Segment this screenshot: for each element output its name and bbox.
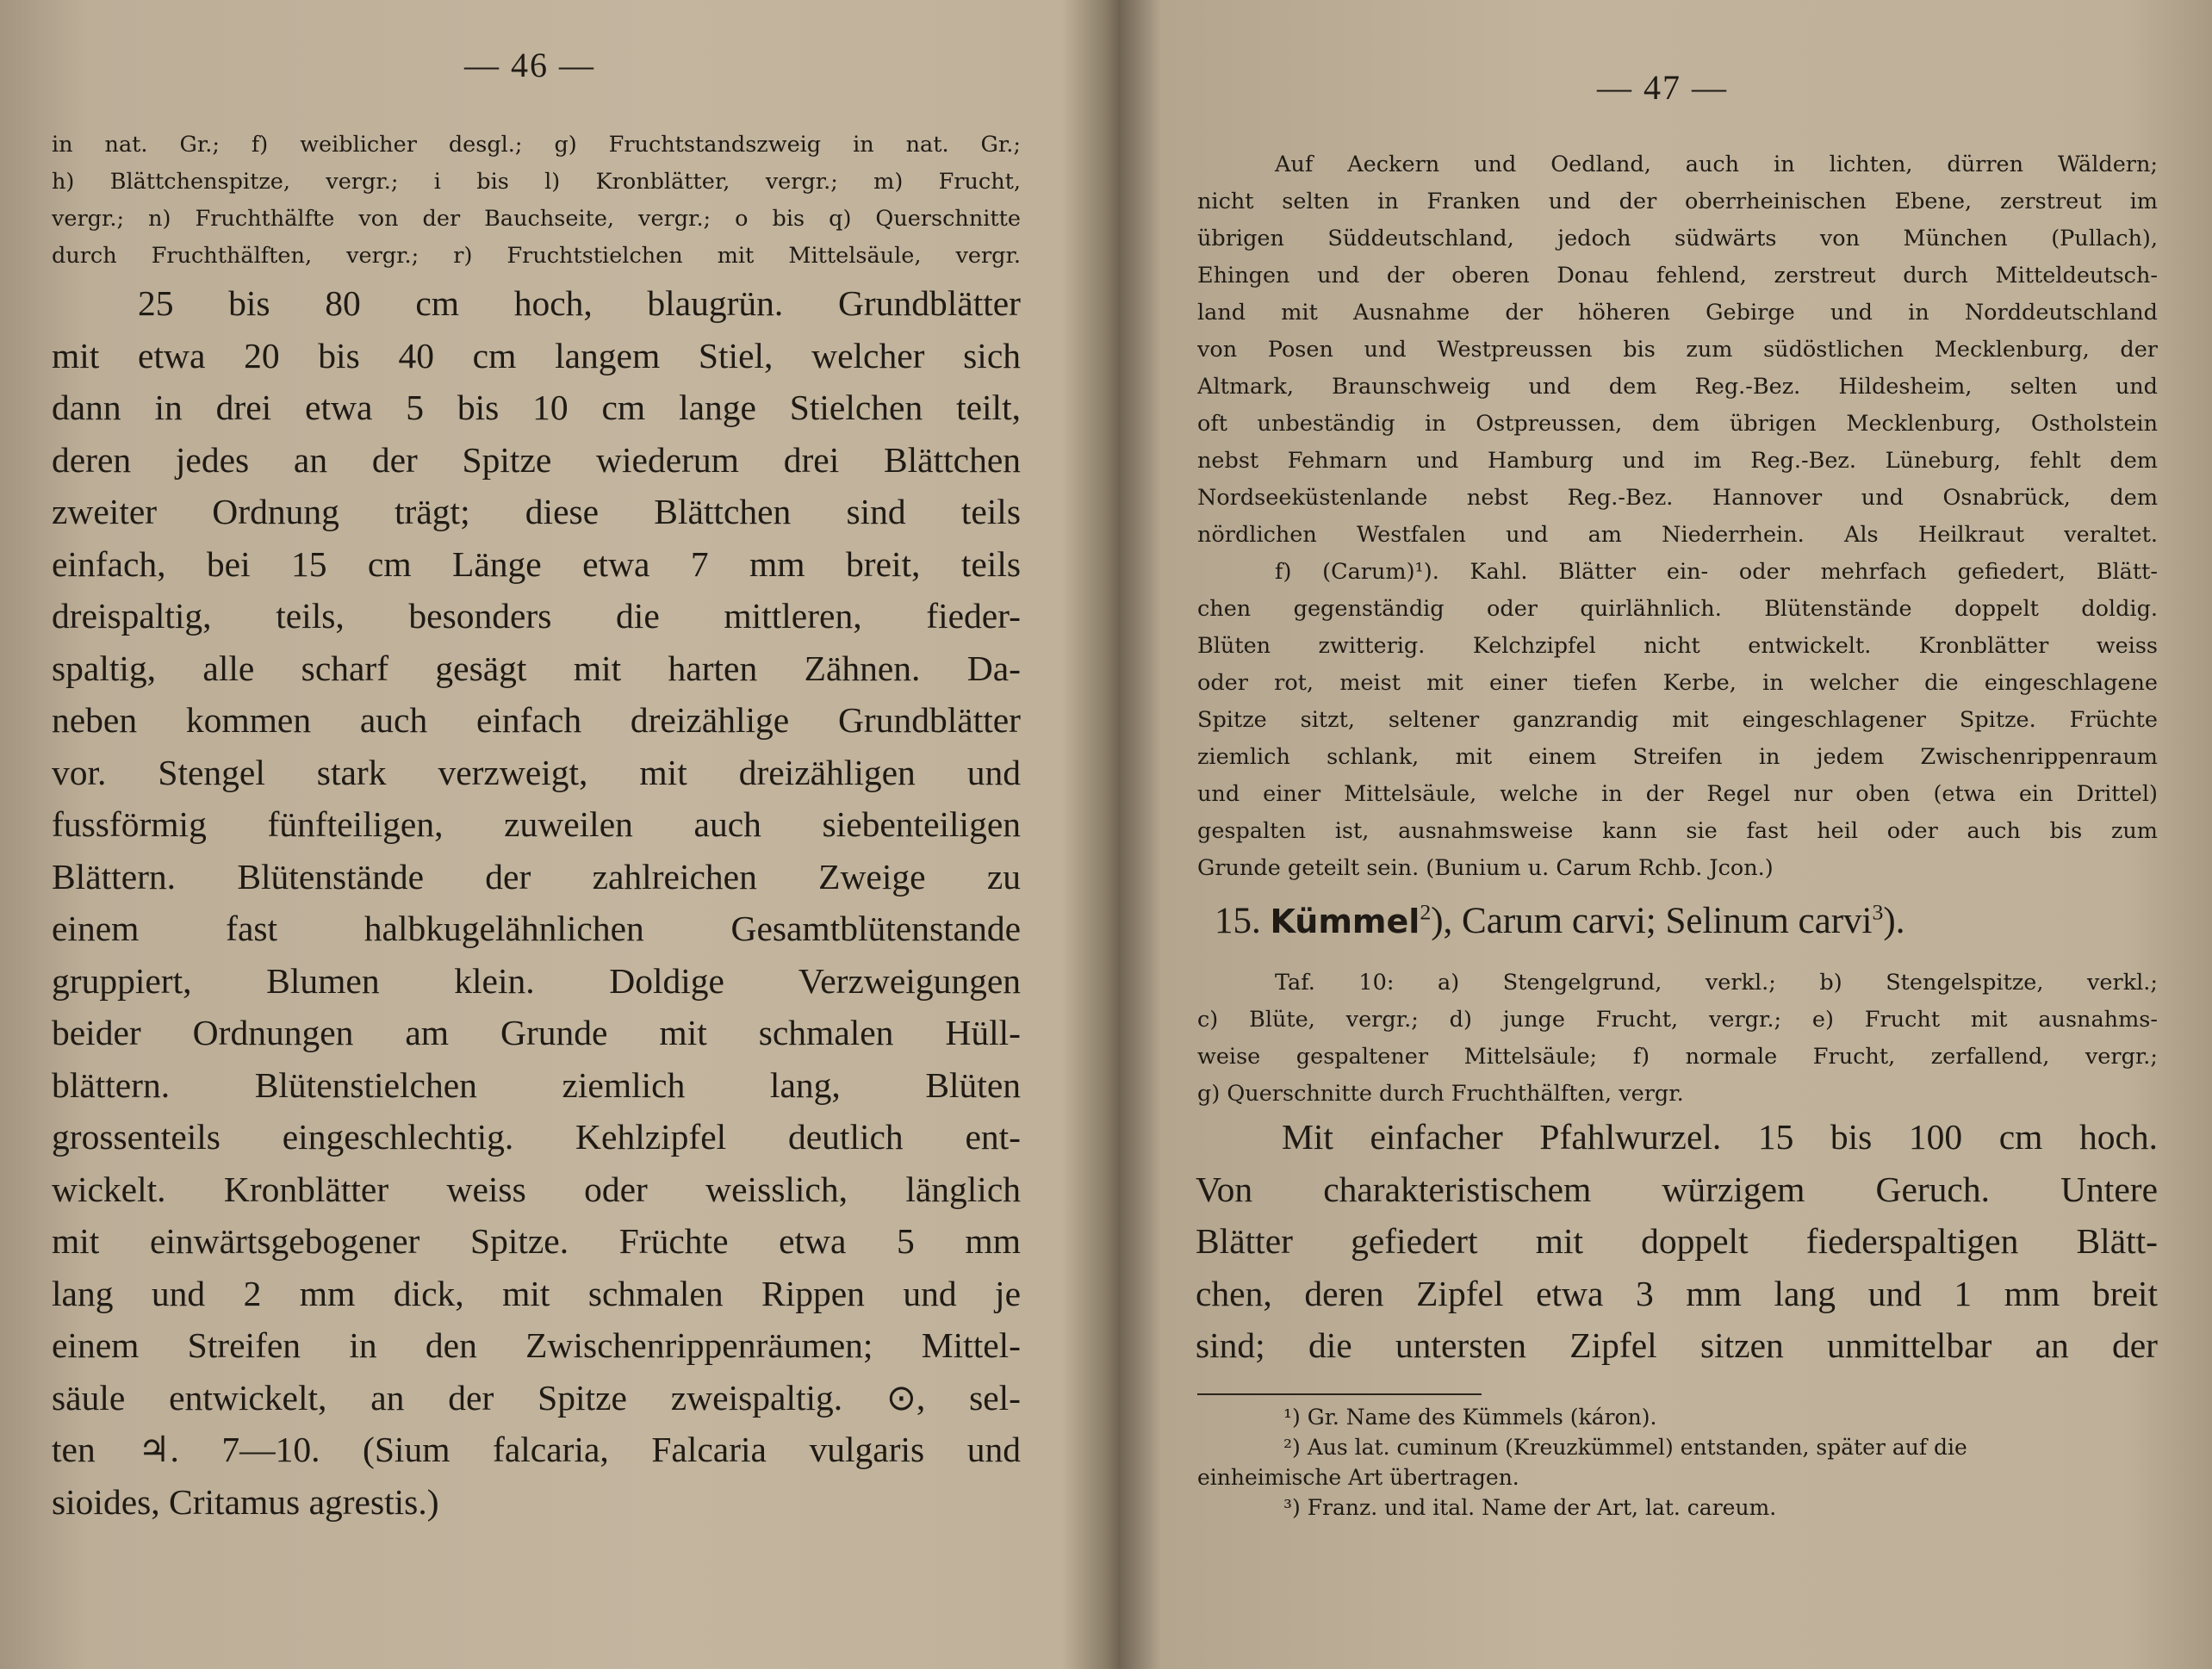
text-line: chen, deren Zipfel etwa 3 mm lang und 1 mm breit	[1196, 1273, 2158, 1313]
species-name: Kümmel	[1270, 903, 1420, 940]
figure-caption	[1197, 965, 2158, 1113]
text-line: dreispaltig, teils, besonders die mittleren, fieder-	[52, 596, 1021, 636]
text-line: land mit Ausnahme der höheren Gebirge und in Norddeutschland	[1197, 300, 2158, 326]
text-line: zweiter Ordnung trägt; diese Blättchen sind teils	[52, 492, 1021, 531]
text-line: blättern. Blütenstielchen ziemlich lang, Blüten	[52, 1064, 1021, 1105]
text-line: 25 bis 80 cm hoch, blaugrün. Grundblätter	[138, 283, 1021, 323]
text-line: neben kommen auch einfach dreizählige Grundblätter	[52, 700, 1021, 740]
left-page	[0, 0, 1094, 1669]
caption-line: in nat. Gr.; f) weiblicher desgl.; g) Fruchtstandszweig in nat. Gr.;	[52, 132, 1021, 158]
footnote: ²) Aus lat. cuminum (Kreuzkümmel) entstanden, später auf die	[1283, 1435, 1967, 1460]
text-line: sioides, Critamus agrestis.)	[52, 1481, 439, 1522]
footnotes	[1197, 1402, 2158, 1523]
caption-line: vergr.; n) Fruchthälfte von der Bauchseite, vergr.; o bis q) Querschnitte	[52, 206, 1021, 232]
text-line: wickelt. Kronblätter weiss oder weisslich, länglich	[52, 1169, 1021, 1209]
text-line: Spitze sitzt, seltener ganzrandig mit eingeschlagener Spitze. Früchte	[1197, 707, 2158, 733]
text-line: f) (Carum)¹). Kahl. Blätter ein- oder mehrfach gefiedert, Blätt-	[1275, 559, 2158, 585]
text-line: beider Ordnungen am Grunde mit schmalen Hüll-	[52, 1013, 1021, 1052]
species-heading	[1215, 900, 2162, 942]
text-line: chen gegenständig oder quirlähnlich. Blütenstände doppelt doldig.	[1197, 596, 2158, 622]
text-line: Blüten zwitterig. Kelchzipfel nicht entwickelt. Kronblätter weiss	[1197, 633, 2158, 659]
caption-line: weise gespaltener Mittelsäule; f) normale Frucht, zerfallend, vergr.;	[1197, 1044, 2158, 1070]
text-line: von Posen und Westpreussen bis zum südöstlichen Mecklenburg, der	[1197, 337, 2158, 363]
footnote-divider	[1197, 1393, 1482, 1395]
text-line: Ehingen und der oberen Donau fehlend, zerstreut durch Mitteldeutsch-	[1197, 263, 2158, 289]
text-line: Mit einfacher Pfahlwurzel. 15 bis 100 cm hoch.	[1282, 1117, 2158, 1157]
text-line: sind; die untersten Zipfel sitzen unmittelbar an der	[1196, 1325, 2158, 1365]
text-line: ten ♃. 7—10. (Sium falcaria, Falcaria vulgaris und	[52, 1430, 1021, 1469]
text-line: mit einwärtsgebogener Spitze. Früchte etwa 5 mm	[52, 1221, 1021, 1261]
footnote-ref: 3	[1872, 899, 1884, 925]
description-text	[1196, 1111, 2158, 1372]
text-line: einem Streifen in den Zwischenrippenräumen; Mittel-	[52, 1325, 1021, 1365]
text-line: gespalten ist, ausnahmsweise kann sie fast heil oder auch bis zum	[1197, 818, 2158, 844]
text-line: Auf Aeckern und Oedland, auch in lichten, dürren Wäldern;	[1275, 152, 2158, 177]
text-line: oder rot, meist mit einer tiefen Kerbe, in welcher die eingeschlagene	[1197, 670, 2158, 696]
caption-line: c) Blüte, vergr.; d) junge Frucht, vergr.; e) Frucht mit ausnahms-	[1197, 1007, 2158, 1033]
text-line: Blätter gefiedert mit doppelt fiederspaltigen Blätt-	[1196, 1221, 2158, 1261]
caption-line: Taf. 10: a) Stengelgrund, verkl.; b) Stengelspitze, verkl.;	[1275, 970, 2158, 996]
text-line: grossenteils eingeschlechtig. Kehlzipfel deutlich ent-	[52, 1117, 1021, 1157]
text-line: fussförmig fünfteiligen, zuweilen auch siebenteiligen	[52, 804, 1021, 844]
figure-caption-continued	[52, 127, 1021, 275]
text-line: nördlichen Westfalen und am Niederrhein. Als Heilkraut veraltet.	[1197, 522, 2158, 548]
footnote: ³) Franz. und ital. Name der Art, lat. careum.	[1283, 1495, 1777, 1520]
text-line: Von charakteristischem würzigem Geruch. Untere	[1196, 1169, 2158, 1209]
footnote: einheimische Art übertragen.	[1197, 1465, 1519, 1490]
text-line: oft unbeständig in Ostpreussen, dem übrigen Mecklenburg, Ostholstein	[1197, 411, 2158, 437]
species-synonyms: ), Carum carvi; Selinum carvi	[1431, 901, 1873, 941]
text-line: Grunde geteilt sein. (Bunium u. Carum Rchb. Jcon.)	[1197, 855, 1774, 881]
text-line: dann in drei etwa 5 bis 10 cm lange Stielchen teilt,	[52, 388, 1021, 427]
footnote: ¹) Gr. Name des Kümmels (káron).	[1283, 1405, 1657, 1430]
text-line: übrigen Süddeutschland, jedoch südwärts von München (Pullach),	[1197, 226, 2158, 251]
text-line: mit etwa 20 bis 40 cm langem Stiel, welcher sich	[52, 335, 1021, 375]
page-number-right: — 47 —	[1597, 68, 1728, 107]
footnote-ref: 2	[1420, 899, 1432, 925]
text-line: einfach, bei 15 cm Länge etwa 7 mm breit, teils	[52, 543, 1021, 584]
habitat-text	[1197, 146, 2158, 887]
text-line: vor. Stengel stark verzweigt, mit dreizähligen und	[52, 752, 1021, 792]
description-text	[52, 277, 1021, 1528]
caption-line: durch Fruchthälften, vergr.; r) Fruchtstielchen mit Mittelsäule, vergr.	[52, 243, 1021, 269]
text-line: Nordseeküstenlande nebst Reg.-Bez. Hannover und Osnabrück, dem	[1197, 485, 2158, 511]
text-line: gruppiert, Blumen klein. Doldige Verzweigungen	[52, 960, 1021, 1001]
text-line: und einer Mittelsäule, welche in der Regel nur oben (etwa ein Drittel)	[1197, 781, 2158, 807]
species-end: ).	[1883, 901, 1905, 941]
page-number-left: — 46 —	[464, 46, 595, 84]
text-line: ziemlich schlank, mit einem Streifen in jedem Zwischenrippenraum	[1197, 744, 2158, 770]
text-line: lang und 2 mm dick, mit schmalen Rippen und je	[52, 1273, 1021, 1313]
text-line: deren jedes an der Spitze wiederum drei Blättchen	[52, 439, 1021, 480]
text-line: einem fast halbkugelähnlichen Gesamtblütenstande	[52, 909, 1021, 948]
text-line: Altmark, Braunschweig und dem Reg.-Bez. Hildesheim, selten und	[1197, 374, 2158, 400]
caption-line: h) Blättchenspitze, vergr.; i bis l) Kronblätter, vergr.; m) Frucht,	[52, 169, 1021, 195]
right-page	[1120, 0, 2212, 1669]
text-line: spaltig, alle scharf gesägt mit harten Zähnen. Da-	[52, 648, 1021, 688]
caption-line: g) Querschnitte durch Fruchthälften, vergr.	[1197, 1081, 1684, 1107]
text-line: Blättern. Blütenstände der zahlreichen Zweige zu	[52, 856, 1021, 897]
species-number: 15.	[1215, 901, 1261, 941]
text-line: nicht selten in Franken und der oberrheinischen Ebene, zerstreut im	[1197, 189, 2158, 214]
text-line: säule entwickelt, an der Spitze zweispaltig. ⊙, sel-	[52, 1377, 1021, 1418]
text-line: nebst Fehmarn und Hamburg und im Reg.-Bez. Lüneburg, fehlt dem	[1197, 448, 2158, 474]
